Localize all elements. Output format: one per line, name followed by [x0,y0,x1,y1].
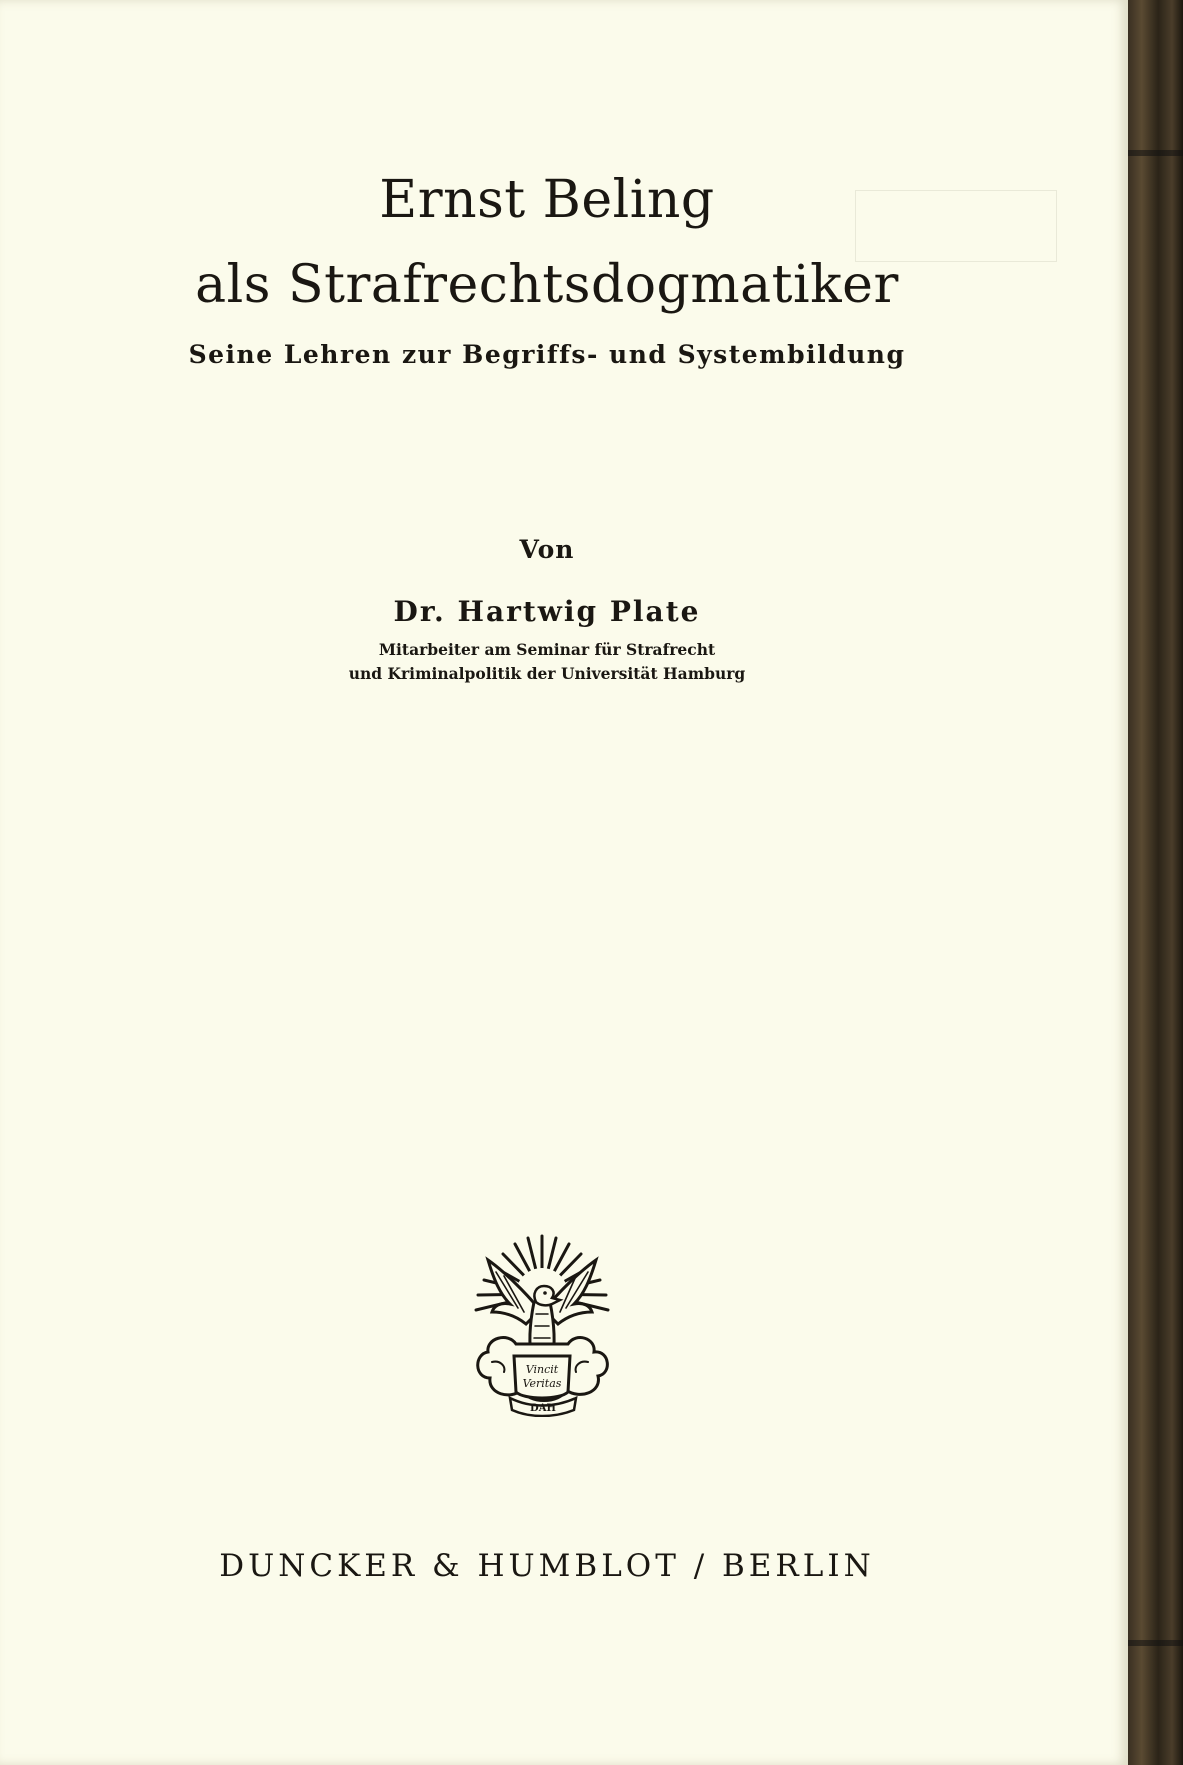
edge-mark-bottom [1128,1640,1183,1646]
affiliation-line-2: und Kriminalpolitik der Universität Hamburg [348,664,746,683]
affiliation-line-1: Mitarbeiter am Seminar für Strafrecht [378,640,716,659]
author-affiliation [0,638,1094,686]
edge-mark-top [1128,150,1183,156]
eagle-emblem-icon [470,1232,615,1417]
title-line-2: als Strafrechtsdogmatiker [195,255,899,315]
title-line-1: Ernst Beling [379,170,715,230]
book-edge [1128,0,1183,1765]
emblem-banner-line-2: Veritas [522,1377,562,1390]
emblem-monogram: DAH [530,1403,556,1414]
author-name: Dr. Hartwig Plate [393,595,701,628]
emblem-banner-line-1: Vincit [525,1363,559,1376]
publisher: DUNCKER & HUMBLOT / BERLIN [219,1548,875,1584]
subtitle: Seine Lehren zur Begriffs- und Systembildung [188,340,906,369]
by-label: Von [519,535,575,564]
